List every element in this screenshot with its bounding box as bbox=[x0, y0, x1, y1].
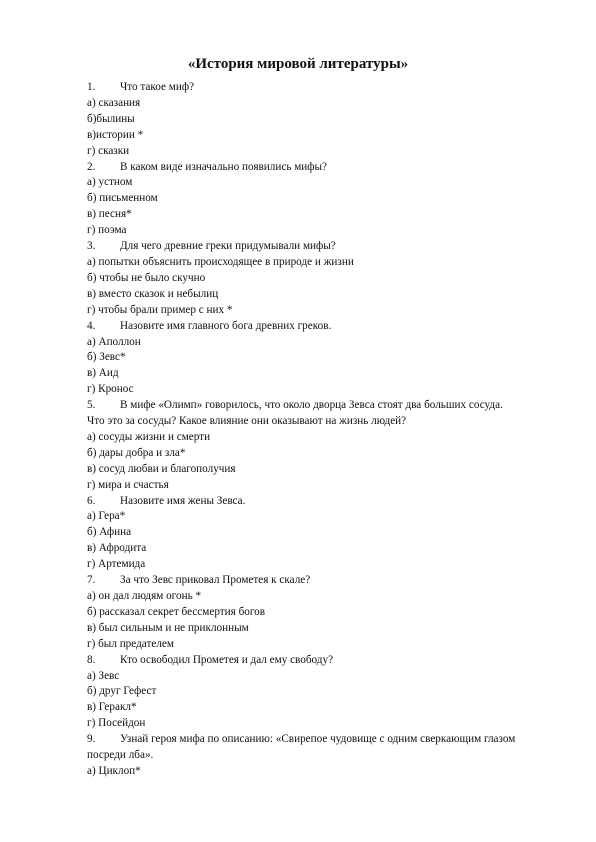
question-text: В мифе «Олимп» говорилось, что около дворца Зевса стоят два больших сосуда. bbox=[120, 399, 503, 412]
question-number: 6. bbox=[87, 494, 96, 507]
answer-option: в) песня* bbox=[87, 208, 132, 221]
question bbox=[87, 573, 557, 589]
question-text: Что такое миф? bbox=[120, 81, 195, 93]
answer-option: г) Артемида bbox=[87, 558, 146, 571]
answer-option: а) Гера* bbox=[87, 510, 126, 523]
question-number: 9. bbox=[87, 733, 96, 746]
answer-option: б) Афина bbox=[87, 526, 132, 539]
question bbox=[87, 398, 557, 414]
question-text: В каком виде изначально появились мифы? bbox=[120, 160, 328, 173]
question-text-continuation: Что это за сосуды? Какое влияние они оказывают на жизнь людей? bbox=[87, 415, 407, 428]
answer-option: б)былины bbox=[87, 112, 135, 125]
answer-option: а) устном bbox=[87, 176, 133, 189]
question-number: 5. bbox=[87, 399, 96, 412]
answer-option: г) сказки bbox=[87, 144, 130, 157]
question bbox=[87, 319, 557, 335]
answer-option: в)истории * bbox=[87, 128, 144, 141]
answer-option: б) рассказал секрет бессмертия богов bbox=[87, 605, 266, 618]
answer-option: г) Посейдон bbox=[87, 717, 146, 730]
answer-option: а) сосуды жизни и смерти bbox=[87, 430, 211, 443]
question-number: 8. bbox=[87, 653, 96, 666]
answer-option: в) сосуд любви и благополучия bbox=[87, 462, 236, 475]
answer-option: а) он дал людям огонь * bbox=[87, 590, 202, 602]
answer-option: б) чтобы не было скучно bbox=[87, 271, 206, 284]
question-number: 2. bbox=[87, 160, 96, 173]
answer-option: а) попытки объяснить происходящее в природе и жизни bbox=[87, 255, 354, 268]
answer-option: а) Зевс bbox=[87, 669, 120, 682]
answer-option: б) друг Гефест bbox=[87, 685, 157, 698]
answer-option: в) вместо сказок и небылиц bbox=[87, 287, 219, 300]
document-title: «История мировой литературы» bbox=[187, 56, 409, 72]
answer-option: а) Аполлон bbox=[87, 335, 141, 348]
question-text: Для чего древние греки придумывали мифы? bbox=[120, 240, 336, 253]
question-list bbox=[87, 80, 557, 780]
answer-option: г) был предателем bbox=[87, 637, 174, 650]
question-number: 1. bbox=[87, 81, 96, 93]
question-text: Кто освободил Прометея и дал ему свободу? bbox=[120, 653, 334, 666]
answer-option: в) был сильным и не приклонным bbox=[87, 621, 249, 634]
question-text: Назовите имя главного бога древних греков. bbox=[120, 319, 332, 332]
answer-option: в) Аид bbox=[87, 367, 119, 380]
answer-option: в) Геракл* bbox=[87, 701, 137, 714]
answer-option: г) чтобы брали пример с них * bbox=[87, 303, 233, 316]
answer-option: б) письменном bbox=[87, 192, 158, 205]
question bbox=[87, 732, 557, 748]
answer-option: в) Афродита bbox=[87, 542, 147, 555]
answer-option: б) дары добра и зла* bbox=[87, 446, 186, 459]
question-text: За что Зевс приковал Прометея к скале? bbox=[120, 574, 311, 587]
answer-option: б) Зевс* bbox=[87, 351, 126, 364]
answer-option: г) Кронос bbox=[87, 383, 134, 396]
question-number: 4. bbox=[87, 319, 96, 332]
question bbox=[87, 80, 557, 96]
question bbox=[87, 239, 557, 255]
question-number: 3. bbox=[87, 240, 96, 253]
question bbox=[87, 160, 557, 176]
answer-option: г) мира и счастья bbox=[87, 478, 169, 491]
question-text: Узнай героя мифа по описанию: «Свирепое чудовище с одним сверкающим глазом bbox=[120, 733, 516, 746]
answer-option: а) сказания bbox=[87, 96, 141, 109]
question bbox=[87, 653, 557, 669]
question bbox=[87, 494, 557, 510]
question-number: 7. bbox=[87, 574, 96, 587]
question-text-continuation: посреди лба». bbox=[87, 749, 154, 762]
question-text: Назовите имя жены Зевса. bbox=[120, 494, 246, 507]
answer-option: г) поэма bbox=[87, 224, 127, 237]
answer-option: а) Циклоп* bbox=[87, 764, 141, 777]
